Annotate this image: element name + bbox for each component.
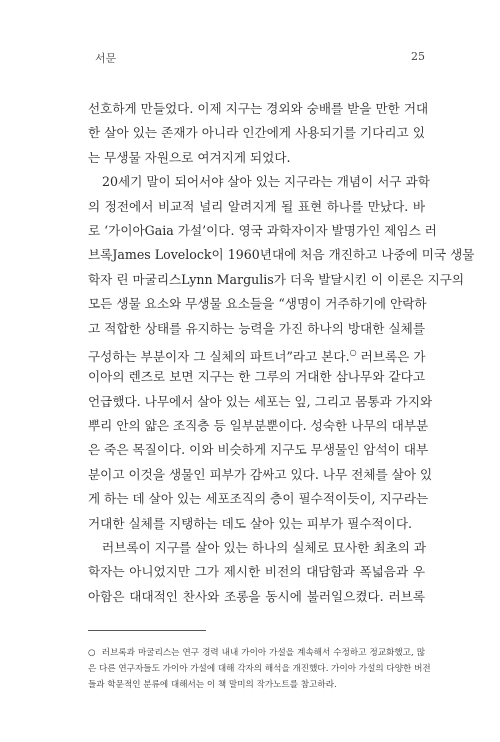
text-line: 이아의 렌즈로 보면 지구는 한 그루의 거대한 삼나무와 같다고	[88, 369, 425, 385]
page-number: 25	[411, 50, 425, 63]
footnote-text: 러브록과 마굴리스는 연구 경력 내내 가이아 가설을 계속해서 수정하고 정교화했고, 많	[101, 648, 426, 658]
text-line: 의 정전에서 비교적 널리 알려지게 될 표현 하나를 만났다. 바	[88, 198, 425, 214]
text-line: 학자 린 마굴리스Lynn Margulis가 더욱 발달시킨 이 이론은 지구의	[88, 271, 465, 287]
text-line: 모든 생물 요소와 무생물 요소들을 “생명이 거주하기에 안락하	[88, 296, 427, 312]
text-line: 선호하게 만들었다. 이제 지구는 경외와 숭배를 받을 만한 거대	[88, 101, 429, 116]
text-line	[88, 341, 425, 365]
text-line: 학자는 아니었지만 그가 제시한 비전의 대담함과 폭넓음과 우	[88, 564, 425, 580]
footnote-marker: ○	[88, 648, 96, 658]
footnote-marker: ○	[349, 347, 357, 357]
footnote	[88, 645, 431, 693]
text-line: 언급했다. 나무에서 살아 있는 세포는 잎, 그리고 몸통과 가지와	[88, 393, 433, 409]
text-line: 은 죽은 목질이다. 이와 비슷하게 지구도 무생물인 암석이 대부	[88, 442, 429, 458]
body-text	[88, 97, 475, 609]
text-line: 한 살아 있는 존재가 아니라 인간에게 사용되기를 기다리고 있	[88, 125, 425, 141]
footnote-line	[88, 645, 425, 661]
text-line: 브록James Lovelock이 1960년대에 처음 개진하고 나중에 미국 생물	[88, 247, 475, 263]
text-line: 로 ‘가이아Gaia 가설’이다. 영국 과학자이자 발명가인 제임스 러	[88, 222, 437, 238]
text-line: 거대한 실체를 지탱하는 데도 살아 있는 피부가 필수적이다.	[88, 515, 412, 531]
text-line: 분이고 이것을 생물인 피부가 감싸고 있다. 나무 전체를 살아 있	[88, 466, 433, 482]
text-line: 는 무생물 자원으로 여겨지게 되었다.	[88, 149, 291, 165]
section-title: 서문	[95, 52, 117, 65]
text-line: 아함은 대대적인 찬사와 조롱을 동시에 불러일으켰다. 러브록	[88, 588, 425, 604]
text-line: 20세기 말이 되어서야 살아 있는 지구라는 개념이 서구 과학	[102, 174, 430, 190]
footnote-line: 은 다른 연구자들도 가이아 가설에 대해 각자의 해석을 개진했다. 가이아 가설의 다양한 버전	[88, 664, 431, 674]
text-segment: 러브록은 가	[360, 348, 426, 364]
text-line: 고 적합한 상태를 유지하는 능력을 가진 하나의 방대한 실체를	[88, 320, 425, 336]
text-line: 뿌리 안의 얇은 조직층 등 일부분뿐이다. 성숙한 나무의 대부분	[88, 418, 429, 434]
footnote-divider	[88, 630, 206, 631]
footnote-line: 들과 학문적인 분류에 대해서는 이 책 말미의 작가노트를 참고하라.	[88, 680, 337, 690]
text-segment: 구성하는 부분이자 그 실체의 파트너”라고 본다.	[88, 348, 350, 364]
text-line: 러브록이 지구를 살아 있는 하나의 실체로 묘사한 최초의 과	[102, 540, 426, 556]
text-line: 게 하는 데 살아 있는 세포조직의 층이 필수적이듯이, 지구라는	[88, 491, 429, 507]
